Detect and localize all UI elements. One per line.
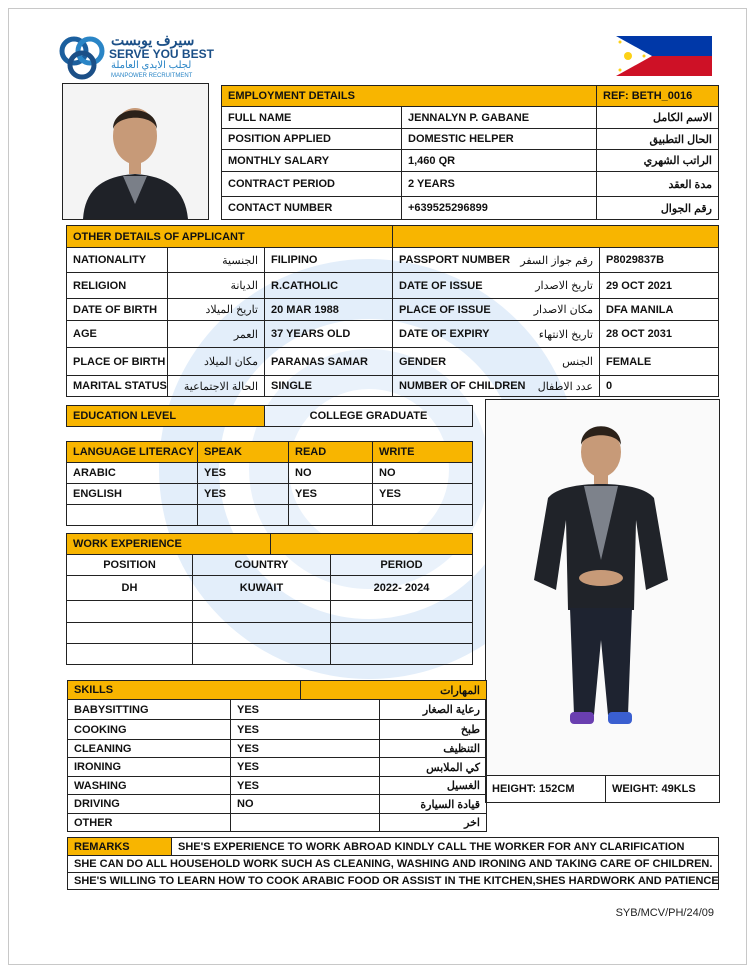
work-row-period: 2022- 2024 — [330, 575, 473, 601]
skill-other: OTHER — [67, 813, 231, 832]
emp-label-contract: CONTRACT PERIOD — [221, 171, 402, 197]
skill-babysitting-ar: رعاية الصغار — [379, 699, 487, 720]
company-logo — [59, 33, 219, 83]
skill-washing-ar: الغسيل — [379, 776, 487, 795]
od-value-children: 0 — [599, 375, 719, 397]
od-label-passport: PASSPORT NUMBER — [392, 247, 504, 273]
applicant-portrait — [62, 83, 209, 220]
emp-ar-contract: مدة العقد — [596, 171, 719, 197]
document-code: SYB/MCV/PH/24/09 — [615, 907, 714, 919]
skill-washing-value: YES — [230, 776, 380, 795]
lang-arabic-write: NO — [372, 462, 473, 484]
od-value-dob: 20 MAR 1988 — [264, 298, 393, 321]
skill-cooking-ar: طبخ — [379, 719, 487, 740]
skill-ironing-ar: كي الملابس — [379, 757, 487, 777]
od-value-expiry: 28 OCT 2031 — [599, 320, 719, 348]
skill-driving: DRIVING — [67, 794, 231, 814]
work-col-position: POSITION — [66, 554, 193, 576]
logo-emblem-icon — [59, 33, 105, 81]
lang-header-literacy: LANGUAGE LITERACY — [66, 441, 198, 463]
emp-value-full-name: JENNALYN P. GABANE — [401, 106, 597, 129]
od-label-gender: GENDER — [392, 347, 504, 376]
reference-number: REF: BETH_0016 — [596, 85, 719, 107]
lang-empty-read — [288, 504, 373, 526]
emp-value-position: DOMESTIC HELPER — [401, 128, 597, 150]
emp-value-contact: +639525296899 — [401, 196, 597, 220]
skill-ironing: IRONING — [67, 757, 231, 777]
work-row-country: KUWAIT — [192, 575, 331, 601]
od-label-nationality: NATIONALITY — [66, 247, 168, 273]
skill-cleaning-ar: التنظيف — [379, 739, 487, 758]
od-ar-expiry: تاريخ الانتهاء — [503, 320, 600, 348]
remarks-line-3: SHE'S WILLING TO LEARN HOW TO COOK ARABIC FOOD OR ASSIST IN THE KITCHEN,SHES HARDWORK AND PATIENCE — [67, 872, 719, 890]
od-ar-passport: رقم جواز السفر — [503, 247, 600, 273]
lang-arabic-read: NO — [288, 462, 373, 484]
lang-header-write: WRITE — [372, 441, 473, 463]
emp-value-salary: 1,460 QR — [401, 149, 597, 172]
od-value-issue-place: DFA MANILA — [599, 298, 719, 321]
od-value-nationality: FILIPINO — [264, 247, 393, 273]
lang-header-read: READ — [288, 441, 373, 463]
od-label-dob: DATE OF BIRTH — [66, 298, 168, 321]
emp-value-contract: 2 YEARS — [401, 171, 597, 197]
skill-driving-ar: قيادة السيارة — [379, 794, 487, 814]
other-details-header-right — [392, 225, 719, 248]
work-empty-2c — [330, 622, 473, 644]
od-ar-children: عدد الاطفال — [503, 375, 600, 397]
skill-other-value — [230, 813, 380, 832]
full-body-person-icon — [486, 400, 719, 775]
emp-ar-full-name: الاسم الكامل — [596, 106, 719, 129]
od-value-passport: P8029837B — [599, 247, 719, 273]
work-empty-3a — [66, 643, 193, 665]
lang-english-write: YES — [372, 483, 473, 505]
od-ar-nationality: الجنسية — [167, 247, 265, 273]
work-header: WORK EXPERIENCE — [66, 533, 271, 555]
skill-ironing-value: YES — [230, 757, 380, 777]
od-value-religion: R.CATHOLIC — [264, 272, 393, 299]
weight-value: WEIGHT: 49KLS — [605, 775, 720, 803]
work-empty-1a — [66, 600, 193, 623]
skill-other-ar: اخر — [379, 813, 487, 832]
skill-washing: WASHING — [67, 776, 231, 795]
lang-empty-write — [372, 504, 473, 526]
od-ar-age: العمر — [167, 320, 265, 348]
lang-english-speak: YES — [197, 483, 289, 505]
skills-header: SKILLS — [67, 680, 301, 700]
od-ar-issue-place: مكان الاصدار — [503, 298, 600, 321]
skills-header-ar: المهارات — [300, 680, 487, 700]
work-row-position: DH — [66, 575, 193, 601]
portrait-person-icon — [63, 84, 208, 219]
logo-tagline: MANPOWER RECRUITMENT — [111, 73, 193, 79]
emp-ar-contact: رقم الجوال — [596, 196, 719, 220]
skill-babysitting-value: YES — [230, 699, 380, 720]
work-col-period: PERIOD — [330, 554, 473, 576]
skill-driving-value: NO — [230, 794, 380, 814]
skill-cooking-value: YES — [230, 719, 380, 740]
work-empty-3b — [192, 643, 331, 665]
work-header-right — [270, 533, 473, 555]
lang-empty-speak — [197, 504, 289, 526]
od-ar-religion: الديانة — [167, 272, 265, 299]
od-label-issue-place: PLACE OF ISSUE — [392, 298, 504, 321]
od-label-expiry: DATE OF EXPIRY — [392, 320, 504, 348]
skill-cleaning-value: YES — [230, 739, 380, 758]
emp-label-full-name: FULL NAME — [221, 106, 402, 129]
od-value-age: 37 YEARS OLD — [264, 320, 393, 348]
lang-english: ENGLISH — [66, 483, 198, 505]
skill-cleaning: CLEANING — [67, 739, 231, 758]
od-ar-gender: الجنس — [503, 347, 600, 376]
work-empty-2a — [66, 622, 193, 644]
employment-header: EMPLOYMENT DETAILS — [221, 85, 613, 107]
logo-arabic-subtitle: لجلب الايدي العاملة — [111, 60, 192, 71]
skill-cooking: COOKING — [67, 719, 231, 740]
emp-label-salary: MONTHLY SALARY — [221, 149, 402, 172]
od-value-marital: SINGLE — [264, 375, 393, 397]
od-value-gender: FEMALE — [599, 347, 719, 376]
od-ar-marital: الحالة الاجتماعية — [167, 375, 265, 397]
applicant-full-body-photo — [485, 399, 720, 776]
emp-label-contact: CONTACT NUMBER — [221, 196, 402, 220]
education-label: EDUCATION LEVEL — [66, 405, 265, 427]
work-empty-2b — [192, 622, 331, 644]
emp-ar-salary: الراتب الشهري — [596, 149, 719, 172]
other-details-header: OTHER DETAILS OF APPLICANT — [66, 225, 393, 248]
logo-english-title: SERVE YOU BEST — [109, 47, 214, 61]
emp-label-position: POSITION APPLIED — [221, 128, 402, 150]
lang-arabic: ARABIC — [66, 462, 198, 484]
od-label-birthplace: PLACE OF BIRTH — [66, 347, 168, 376]
logo-arabic-title: سيرف يوبست — [111, 32, 195, 48]
od-ar-issue-date: تاريخ الاصدار — [503, 272, 600, 299]
lang-empty-row — [66, 504, 198, 526]
remarks-line-1: SHE'S EXPERIENCE TO WORK ABROAD KINDLY CALL THE WORKER FOR ANY CLARIFICATION — [171, 837, 719, 856]
height-value: HEIGHT: 152CM — [485, 775, 606, 803]
work-empty-1b — [192, 600, 331, 623]
work-col-country: COUNTRY — [192, 554, 331, 576]
remarks-label: REMARKS — [67, 837, 172, 856]
remarks-line-2: SHE CAN DO ALL HOUSEHOLD WORK SUCH AS CLEANING, WASHING AND IRONING AND TAKING CARE OF CHILDREN. — [67, 855, 719, 873]
skill-babysitting: BABYSITTING — [67, 699, 231, 720]
od-label-age: AGE — [66, 320, 168, 348]
lang-english-read: YES — [288, 483, 373, 505]
od-label-children: NUMBER OF CHILDREN — [392, 375, 504, 397]
od-ar-dob: تاريخ الميلاد — [167, 298, 265, 321]
philippines-flag-icon — [616, 36, 712, 76]
education-value: COLLEGE GRADUATE — [264, 405, 473, 427]
od-label-religion: RELIGION — [66, 272, 168, 299]
work-empty-3c — [330, 643, 473, 665]
od-value-issue-date: 29 OCT 2021 — [599, 272, 719, 299]
lang-arabic-speak: YES — [197, 462, 289, 484]
od-label-marital: MARITAL STATUS — [66, 375, 168, 397]
emp-ar-position: الحال التطبيق — [596, 128, 719, 150]
od-ar-birthplace: مكان الميلاد — [167, 347, 265, 376]
od-label-issue-date: DATE OF ISSUE — [392, 272, 504, 299]
work-empty-1c — [330, 600, 473, 623]
cv-page — [8, 8, 747, 965]
od-value-birthplace: PARANAS SAMAR — [264, 347, 393, 376]
lang-header-speak: SPEAK — [197, 441, 289, 463]
